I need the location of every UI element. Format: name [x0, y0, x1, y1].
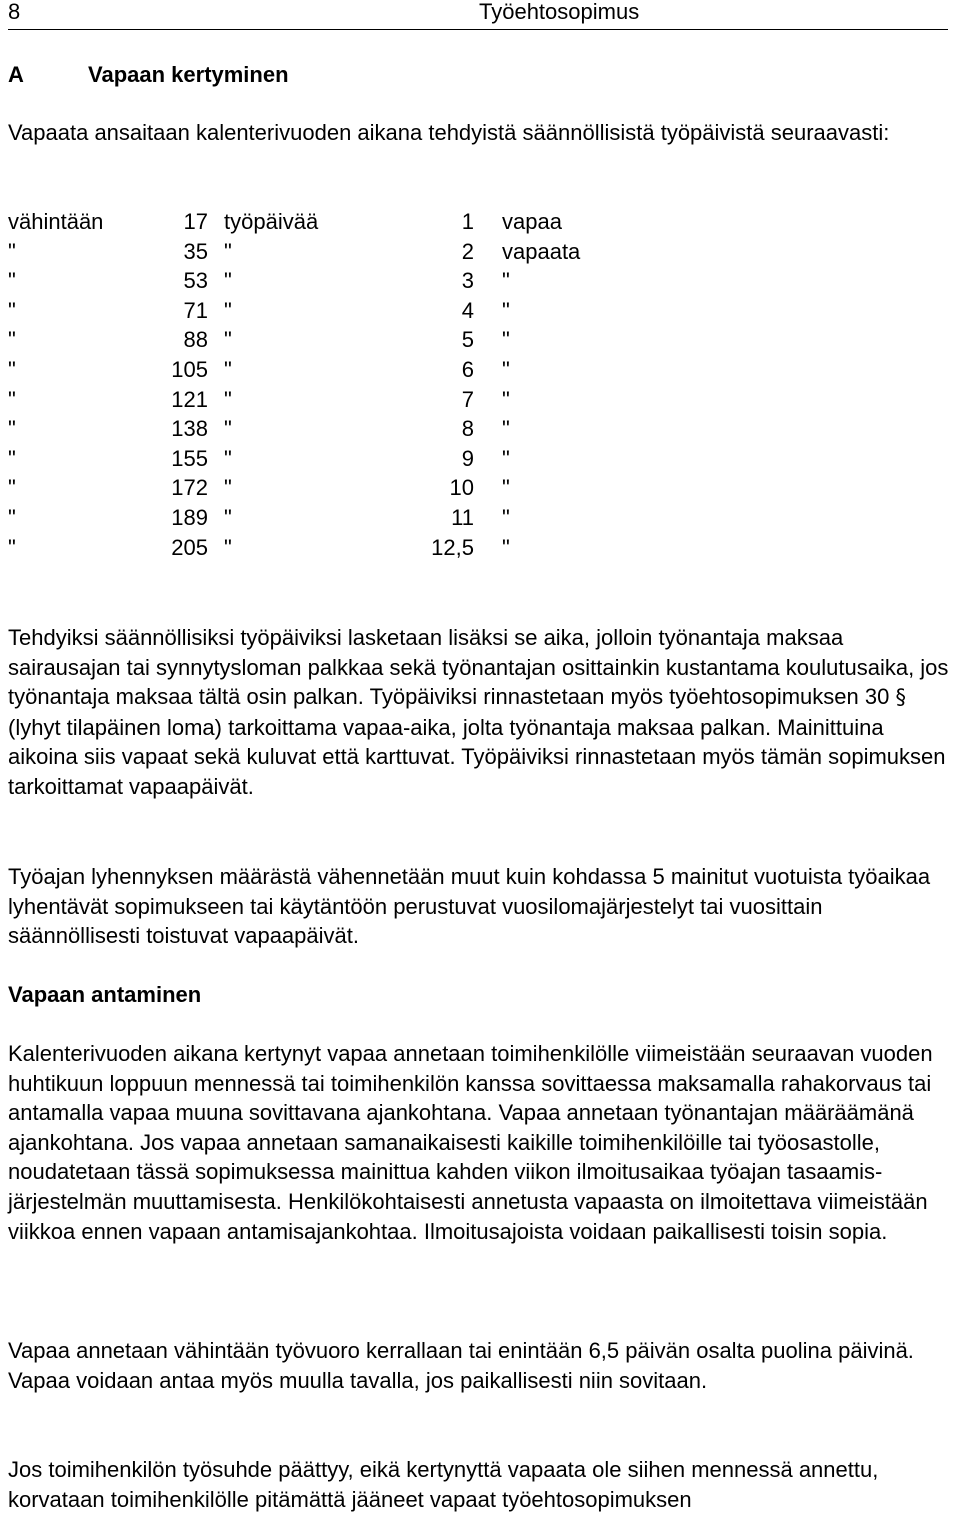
accrual-table [8, 207, 580, 562]
row-days-off-count: 2 [461, 238, 474, 264]
row-workdays-unit: " [224, 327, 232, 353]
row-workdays-count: 121 [171, 386, 208, 412]
table-row [8, 385, 580, 415]
row-workdays-unit: " [224, 504, 232, 530]
table-row [8, 296, 580, 326]
row-days-off-unit: " [502, 534, 510, 560]
paragraph-termination: Jos toimihenkilön työsuhde päättyy, eikä kertynyttä vapaata ole siihen mennessä annettu, korvataan toimihenkilölle pitämättä jääneet vapaat työehtosopimuksen [8, 1457, 879, 1512]
row-workdays-unit: " [224, 445, 232, 471]
table-row [8, 325, 580, 355]
row-days-off-unit: " [502, 416, 510, 442]
row-days-off-unit: " [502, 445, 510, 471]
row-days-off-unit: " [502, 327, 510, 353]
row-qualifier: vähintään [8, 209, 104, 234]
row-days-off-count: 12,5 [431, 534, 474, 560]
row-days-off-count: 8 [461, 416, 474, 442]
row-qualifier: " [8, 297, 16, 323]
paragraph-working-days-start: Tehdyiksi säännöllisiksi työpäiviksi lasketaan lisäksi se aika, jolloin työnantaja maksaa sairausajan tai synnytysloman palkkaa sekä työnantajan osittainkin kustantama koulutusaika, jos työnantaja maksaa tältä osin palkan. Työpäiviksi rinnastetaan myös työehtosopimuksen 30 [8, 625, 949, 710]
row-workdays-count: 88 [183, 327, 208, 353]
row-workdays-count: 189 [171, 504, 208, 530]
row-qualifier: " [8, 445, 16, 471]
row-workdays-unit: " [224, 534, 232, 560]
intro-paragraph: Vapaata ansaitaan kalenterivuoden aikana tehdyistä säännöllisistä työpäivistä seuraavasti: [8, 120, 890, 145]
row-qualifier: " [8, 327, 16, 353]
table-row [8, 473, 580, 503]
row-qualifier: " [8, 356, 16, 382]
row-days-off-count: 5 [461, 327, 474, 353]
section-heading [8, 60, 289, 90]
subheading-vapaan-antaminen: Vapaan antaminen [8, 982, 202, 1007]
row-qualifier: " [8, 534, 16, 560]
row-qualifier: " [8, 475, 16, 501]
row-workdays-count: 17 [183, 209, 208, 234]
row-days-off-count: 3 [461, 268, 474, 294]
row-workdays-count: 53 [183, 268, 208, 294]
row-qualifier: " [8, 416, 16, 442]
row-workdays-unit: " [224, 356, 232, 382]
row-days-off-count: 1 [461, 209, 474, 234]
section-symbol: § [895, 685, 906, 710]
page-number: 8 [8, 0, 21, 24]
row-days-off-unit: vapaa [502, 209, 562, 234]
row-workdays-unit: " [224, 268, 232, 294]
row-days-off-unit: " [502, 475, 510, 501]
row-days-off-count: 10 [449, 475, 474, 501]
row-days-off-count: 9 [461, 445, 474, 471]
row-days-off-unit: " [502, 268, 510, 294]
row-days-off-unit: " [502, 297, 510, 323]
page-header [8, 0, 948, 30]
table-row [8, 444, 580, 474]
paragraph-working-days-end: (lyhyt tilapäinen loma) tarkoittama vapaa-aika, jolta työnantaja maksaa palkan. Mainittuina aikoina siis vapaat sekä kuluvat että karttuvat. Työpäiviksi rinnastetaan myös tämän sopimuksen tarkoittamat vapaapäivät. [8, 714, 946, 799]
table-row [8, 207, 580, 237]
row-workdays-unit: " [224, 416, 232, 442]
table-row [8, 503, 580, 533]
row-workdays-count: 71 [183, 297, 208, 323]
row-qualifier: " [8, 268, 16, 294]
row-days-off-count: 4 [461, 297, 474, 323]
row-days-off-unit: " [502, 356, 510, 382]
section-title: Vapaan kertyminen [88, 62, 289, 87]
row-days-off-count: 11 [451, 504, 474, 530]
row-days-off-count: 7 [461, 386, 474, 412]
row-days-off-unit: vapaata [502, 238, 581, 264]
row-days-off-count: 6 [461, 356, 474, 382]
table-row [8, 355, 580, 385]
document-title: Työehtosopimus [479, 0, 640, 24]
table-row [8, 414, 580, 444]
row-workdays-unit: " [224, 297, 232, 323]
paragraph-granting: Kalenterivuoden aikana kertynyt vapaa annetaan toimihenkilölle viimeistään seuraavan vuoden huhtikuun loppuun mennessä tai toimihenkilön kanssa sovittaessa maksamalla rahakorvaus tai antamalla vapaa muuna sovittavana ajankohtana. Vapaa annetaan työnantajan määräämänä ajankohtana. Jos vapaa annetaan samanaikaisesti kaikille toimihenkilöille tai työosastolle, noudatetaan tässä sopimuksessa mainittua kahden viikon ilmoitusaikaa työajan tasaamis-järjestelmän muuttamisesta. Henkilökohtaisesti annetusta vapaasta on ilmoitettava viimeistään viikkoa ennen vapaan antamisajankohtaa. Ilmoitusajoista voidaan paikallisesti toisin sopia. [8, 1041, 933, 1244]
table-row [8, 533, 580, 563]
row-workdays-unit: " [224, 238, 232, 264]
accrual-table-body [8, 207, 580, 562]
row-workdays-count: 205 [171, 534, 208, 560]
row-workdays-count: 105 [171, 356, 208, 382]
row-workdays-unit: " [224, 475, 232, 501]
paragraph-granting-units: Vapaa annetaan vähintään työvuoro kerrallaan tai enintään 6,5 päivän osalta puolina päivinä. Vapaa voidaan antaa myös muulla tavalla, jos paikallisesti niin sovitaan. [8, 1338, 914, 1393]
row-qualifier: " [8, 504, 16, 530]
row-qualifier: " [8, 238, 16, 264]
section-letter: A [8, 62, 24, 87]
paragraph-working-days [8, 623, 953, 802]
table-row [8, 237, 580, 267]
row-workdays-count: 172 [171, 475, 208, 501]
table-row [8, 266, 580, 296]
row-qualifier: " [8, 386, 16, 412]
row-workdays-unit: " [224, 386, 232, 412]
row-workdays-count: 35 [183, 238, 208, 264]
row-days-off-unit: " [502, 504, 510, 530]
row-workdays-unit: työpäivää [224, 209, 319, 234]
paragraph-reduction: Työajan lyhennyksen määrästä vähennetään muut kuin kohdassa 5 mainitut vuotuista työaikaa lyhentävät sopimukseen tai käytäntöön perustuvat vuosilomajärjestelyt tai vuosittain säännöllisesti toistuvat vapaapäivät. [8, 864, 931, 949]
row-workdays-count: 138 [171, 416, 208, 442]
row-workdays-count: 155 [171, 445, 208, 471]
row-days-off-unit: " [502, 386, 510, 412]
